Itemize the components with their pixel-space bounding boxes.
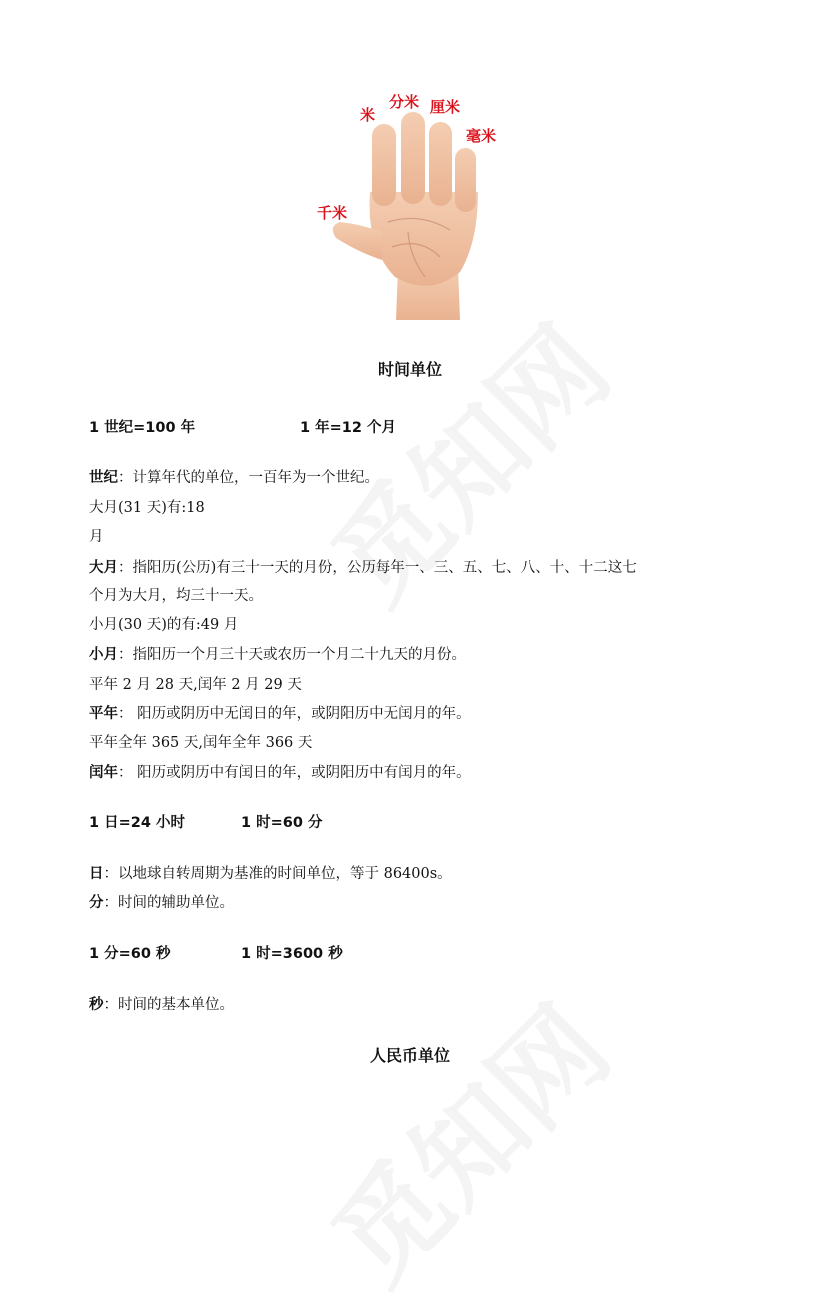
definition-text: ：时间的辅助单位。	[103, 895, 234, 911]
text-line	[89, 496, 205, 517]
line-text: 平年全年 365 天,闰年全年 366 天	[89, 735, 313, 751]
equation-minute: 1 分=60 秒	[89, 946, 171, 962]
definition-term: 分	[89, 895, 104, 911]
equation-hour-seconds: 1 时=3600 秒	[241, 946, 343, 962]
finger-middle	[401, 112, 425, 204]
definition-line	[89, 862, 452, 883]
finger-index	[372, 124, 396, 206]
hand-illustration	[300, 82, 522, 320]
label-qianmi: 千米	[317, 204, 348, 222]
definition-line	[89, 891, 234, 912]
definition-line	[89, 761, 471, 782]
finger-ring	[429, 122, 452, 206]
watermark-text	[309, 983, 633, 1307]
definition-line	[89, 643, 466, 664]
finger-pinky	[455, 148, 476, 212]
line-text: 大月(31 天)有:18	[89, 500, 205, 516]
text-line	[89, 525, 104, 546]
text-line	[89, 673, 302, 694]
definition-term: 闰年	[89, 765, 118, 781]
definition-line	[89, 993, 234, 1014]
definition-line	[89, 556, 637, 577]
definition-text: ：指阳历一个月三十天或农历一个月二十九天的月份。	[118, 647, 466, 663]
section-heading-time: 时间单位	[378, 360, 443, 379]
definition-text: ：以地球自转周期为基准的时间单位，等于 86400s。	[103, 866, 452, 882]
equation-year: 1 年=12 个月	[300, 420, 397, 436]
text-line	[89, 731, 312, 752]
line-text: 个月为大月，均三十一天。	[89, 588, 263, 604]
definition-term: 大月	[89, 560, 118, 576]
equation-day: 1 日=24 小时	[89, 815, 186, 831]
label-fenmi: 分米	[389, 93, 420, 111]
watermark	[292, 966, 637, 1311]
section-heading-currency: 人民币单位	[370, 1046, 451, 1065]
text-line	[89, 584, 263, 605]
label-mi: 米	[360, 106, 376, 124]
label-haomi: 毫米	[466, 127, 497, 145]
definition-term: 世纪	[89, 470, 118, 486]
equation-century: 1 世纪=100 年	[89, 420, 196, 436]
definition-text: ： 阳历或阴历中无闰日的年，或阴阳历中无闰月的年。	[118, 706, 471, 722]
line-text: 平年 2 月 28 天,闰年 2 月 29 天	[89, 677, 302, 693]
text-line	[89, 613, 238, 634]
definition-text: ：计算年代的单位，一百年为一个世纪。	[118, 470, 379, 486]
definition-text: ：指阳历(公历)有三十一天的月份，公历每年一、三、五、七、八、十、十二这七	[118, 560, 637, 576]
definition-line	[89, 702, 471, 723]
line-text: 小月(30 天)的有:49 月	[89, 617, 239, 633]
definition-term: 小月	[89, 647, 118, 663]
definition-text: ：时间的基本单位。	[103, 997, 234, 1013]
definition-term: 日	[89, 866, 104, 882]
definition-term: 秒	[89, 997, 104, 1013]
line-text: 月	[89, 529, 104, 545]
equation-hour: 1 时=60 分	[241, 815, 323, 831]
definition-term: 平年	[89, 706, 118, 722]
label-limi: 厘米	[430, 98, 461, 116]
definition-line	[89, 466, 379, 487]
definition-text: ： 阳历或阴历中有闰日的年，或阴阳历中有闰月的年。	[118, 765, 471, 781]
watermark	[292, 286, 637, 631]
